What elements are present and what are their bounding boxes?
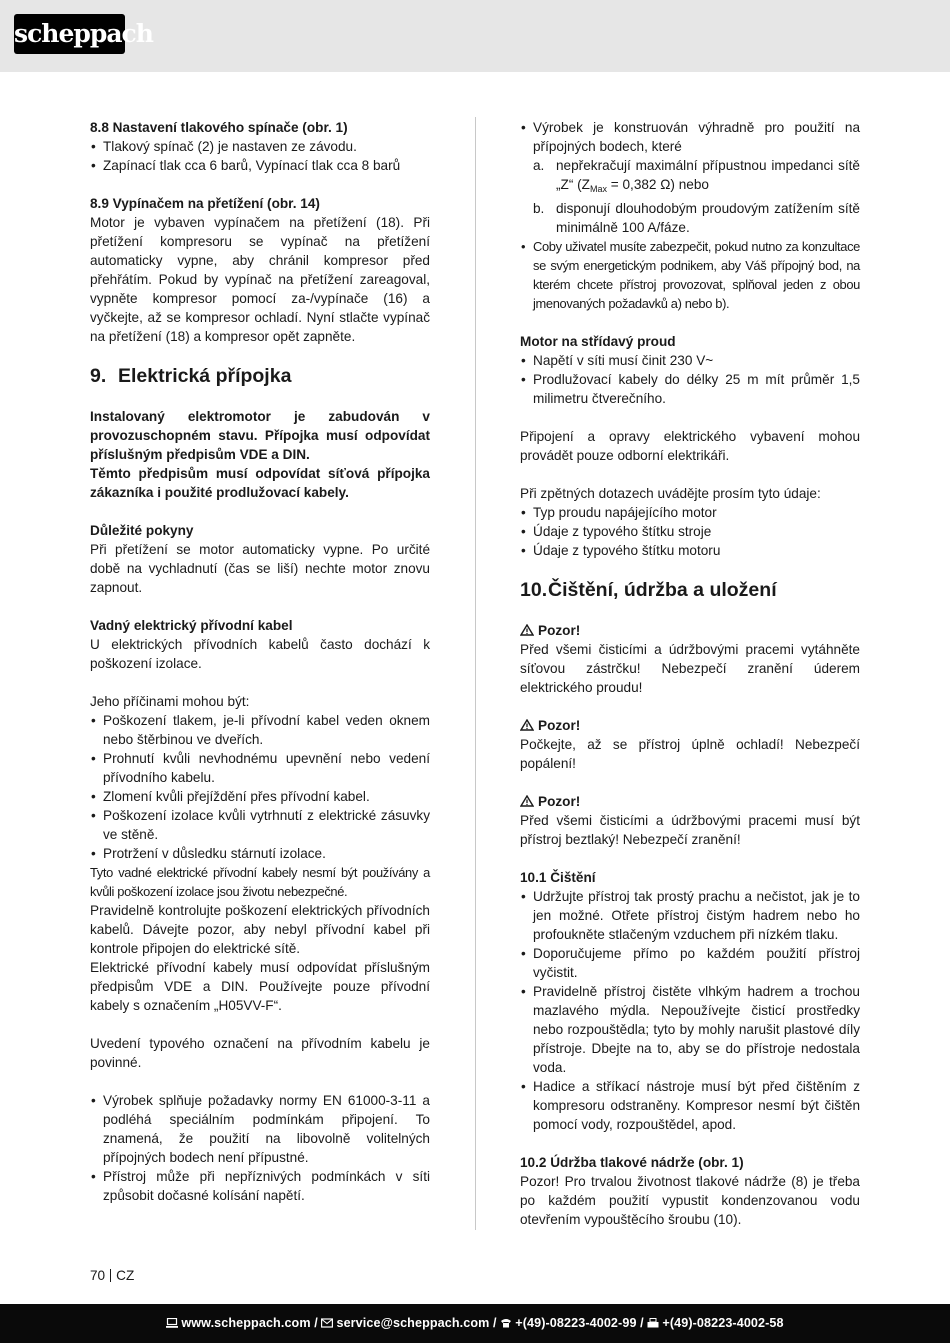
warning-title: Pozor! [520,621,860,640]
cleaning-list [520,887,860,1134]
footer-bar [0,1304,950,1343]
sublist-item-a: a. nepřekračují maximální přípustnou impedanci sítě „Z“ ($Z_{Max} = 0,382$ Ω) nebo [533,158,860,194]
list-item: • Poškození tlakem, je-li přívodní kabel veden oknem nebo štěrbinou ve dveřích. [90,711,430,749]
list-item: • Výrobek je konstruován výhradně pro použití na přípojných bodech, které [520,118,860,156]
chapter-title: Elektrická přípojka [118,365,292,387]
ac-motor-list [520,351,860,408]
phone-icon [500,1318,512,1328]
impedance-sublist [520,156,860,237]
scheppach-logo: scheppach [14,14,125,54]
footer-web[interactable]: www.scheppach.com / [181,1316,318,1330]
warning-text: Před všemi čisticími a údržbovými pracemi vytáhněte síťovou zástrčku! Nebezpečí zranění úderem elektrického proudu! [520,642,860,695]
list-item: • Tlakový spínač (2) je nastaven ze závodu. [90,137,430,156]
list-item: • Coby uživatel musíte zabezpečit, pokud nutno za konzultace se svým energetickým podnikem, aby Váš přípojný bod, na kterém chcete přístroj provozovat, splňoval jeden z obou jmenovaných požadavků a) nebo b). [520,237,860,313]
mail-icon [321,1318,333,1328]
repair-text: Připojení a opravy elektrického vybavení mohou provádět pouze odborní elektrikáři. [520,429,860,463]
cable-paragraph: Tyto vadné elektrické přívodní kabely nesmí být používány a kvůli poškození izolace jsou životu nebezpečné. [90,865,430,899]
section-10-1-title: 10.1 Čištění [520,870,596,885]
footer-phone[interactable]: +(49)-08223-4002-99 / [515,1316,644,1330]
footer-email[interactable]: service@scheppach.com / [336,1316,497,1330]
important-notes-text: Při přetížení se motor automaticky vypne. Po určité době na vychladnutí (čas se liší) nechte motor znovu zapnout. [90,542,430,595]
section-10-2-text: Pozor! Pro trvalou životnost tlakové nádrže (8) je třeba po každém použití vypustit kondenzovanou vodu otevřením vypouštěcího šroubu (10). [520,1174,860,1227]
causes-list [90,711,430,863]
warning-title: Pozor! [520,716,860,735]
section-8-8-title: 8.8 Nastavení tlakového spínače (obr. 1) [90,120,348,135]
list-item: • Protržení v důsledku stárnutí izolace. [90,844,430,863]
section-8-8-list [90,137,430,175]
list-item: • Prodlužovací kabely do délky 25 m mít průměr 1,5 milimetru čtverečního. [520,370,860,408]
list-item: • Prohnutí kvůli nevhodnému upevnění nebo vedení přívodního kabelu. [90,749,430,787]
product-list [520,118,860,156]
warning-text: Před všemi čisticími a údržbovými pracemi musí být přístroj beztlaký! Nebezpečí zranění! [520,813,860,847]
list-item: • Výrobek splňuje požadavky normy EN 61000-3-11 a podléhá speciálním podmínkám připojení. To znamená, že použití na libovolně volitelných přípojných bodech není přípustné. [90,1091,430,1167]
list-item: • Udržujte přístroj tak prostý prachu a nečistot, jak je to jen možné. Otřete přístroj čistým hadrem nebo ho profoukněte stlačeným vzduchem při nízkém tlaku. [520,887,860,944]
norm-list [90,1091,430,1205]
fax-icon [647,1318,659,1328]
chapter-9-intro: Instalovaný elektromotor je zabudován v provozuschopném stavu. Přípojka musí odpovídat příslušným předpisům VDE a DIN. [90,409,430,462]
list-item: • Typ proudu napájejícího motor [520,503,860,522]
list-item: • Poškození izolace kvůli vytrhnutí z elektrické zásuvky ve stěně. [90,806,430,844]
warning-text: Počkejte, až se přístroj úplně ochladí! Nebezpečí popálení! [520,737,860,771]
warning-triangle-icon [520,624,534,636]
column-divider [475,117,476,1230]
chapter-10-heading [520,578,860,602]
subscript: Max [589,184,607,194]
defective-cable-text: U elektrických přívodních kabelů často dochází k poškození izolace. [90,637,430,671]
query-intro: Při zpětných dotazech uvádějte prosím tyto údaje: [520,486,821,501]
type-designation-text: Uvedení typového označení na přívodním kabelu je povinné. [90,1036,430,1070]
chapter-9-heading [90,364,430,388]
list-item: • Zapínací tlak cca 6 barů, Vypínací tlak cca 8 barů [90,156,430,175]
chapter-title: Čištění, údržba a uložení [548,579,777,601]
list-item: • Zlomení kvůli přejíždění přes přívodní kabel. [90,787,430,806]
query-list [520,503,860,560]
list-item: • Hadice a stříkací nástroje musí být před čištěním z kompresoru odstraněny. Kompresor nesmí být čištěn pomocí vody, rozpouštědel, apod. [520,1077,860,1134]
cable-paragraph: Pravidelně kontrolujte poškození elektrických přívodních kabelů. Dávejte pozor, aby nebyl přívodní kabel při kontrole připojen do elektrické sítě. [90,903,430,956]
warning-triangle-icon [520,795,534,807]
sublist-item-b: b. disponují dlouhodobým proudovým zatížením sítě minimálně 100 A/fáze. [533,201,860,235]
page-number: 70 CZ [90,1268,135,1283]
computer-icon [166,1318,178,1328]
warning-title: Pozor! [520,792,860,811]
list-item: • Napětí v síti musí činit 230 V~ [520,351,860,370]
section-10-2-title: 10.2 Údržba tlakové nádrže (obr. 1) [520,1155,744,1170]
causes-intro: Jeho příčinami mohou být: [90,694,250,709]
user-list [520,237,860,313]
warning-triangle-icon [520,719,534,731]
list-item: • Údaje z typového štítku stroje [520,522,860,541]
defective-cable-title: Vadný elektrický přívodní kabel [90,618,293,633]
section-8-9-text: Motor je vybaven vypínačem na přetížení (18). Při přetížení kompresoru se vypínač na přetížení automaticky vypne, aby chránil kompresor před přehřátím. Pokud by vypínač na přetížení zareagoval, vypněte kompresor pomocí za-/vypínače (16) a vyčkejte, až se kompresor ochladí. Nyní stlačte vypínač na přetížení (18) a kompresor opět zapněte. [90,215,430,344]
chapter-number: 9. [90,365,107,387]
right-column [520,118,860,1229]
list-item: • Doporučujeme přímo po každém použití přístroj vyčistit. [520,944,860,982]
chapter-9-intro-2: Těmto předpisům musí odpovídat síťová přípojka zákazníka i použité prodlužovací kabely. [90,466,430,500]
footer-fax[interactable]: +(49)-08223-4002-58 [662,1316,784,1330]
list-item: • Pravidelně přístroj čistěte vlhkým hadrem a trochou mazlavého mýdla. Nepoužívejte čisticí prostředky nebo rozpouštědla; tyto by mohly narušit plastové díly přístroje. Dbejte na to, aby se do přístroje nedostala voda. [520,982,860,1077]
chapter-number: 10. [520,579,548,601]
header-bar [0,0,950,72]
list-item: • Údaje z typového štítku motoru [520,541,860,560]
list-item: • Přístroj může při nepříznivých podmínkách v síti způsobit dočasné kolísání napětí. [90,1167,430,1205]
left-column [90,118,430,1205]
ac-motor-title: Motor na střídavý proud [520,334,676,349]
section-8-9-title: 8.9 Vypínačem na přetížení (obr. 14) [90,196,320,211]
important-notes-title: Důležité pokyny [90,523,194,538]
cable-paragraph: Elektrické přívodní kabely musí odpovídat příslušným předpisům VDE a DIN. Používejte pouze přívodní kabely s označením „H05VV-F“. [90,960,430,1013]
